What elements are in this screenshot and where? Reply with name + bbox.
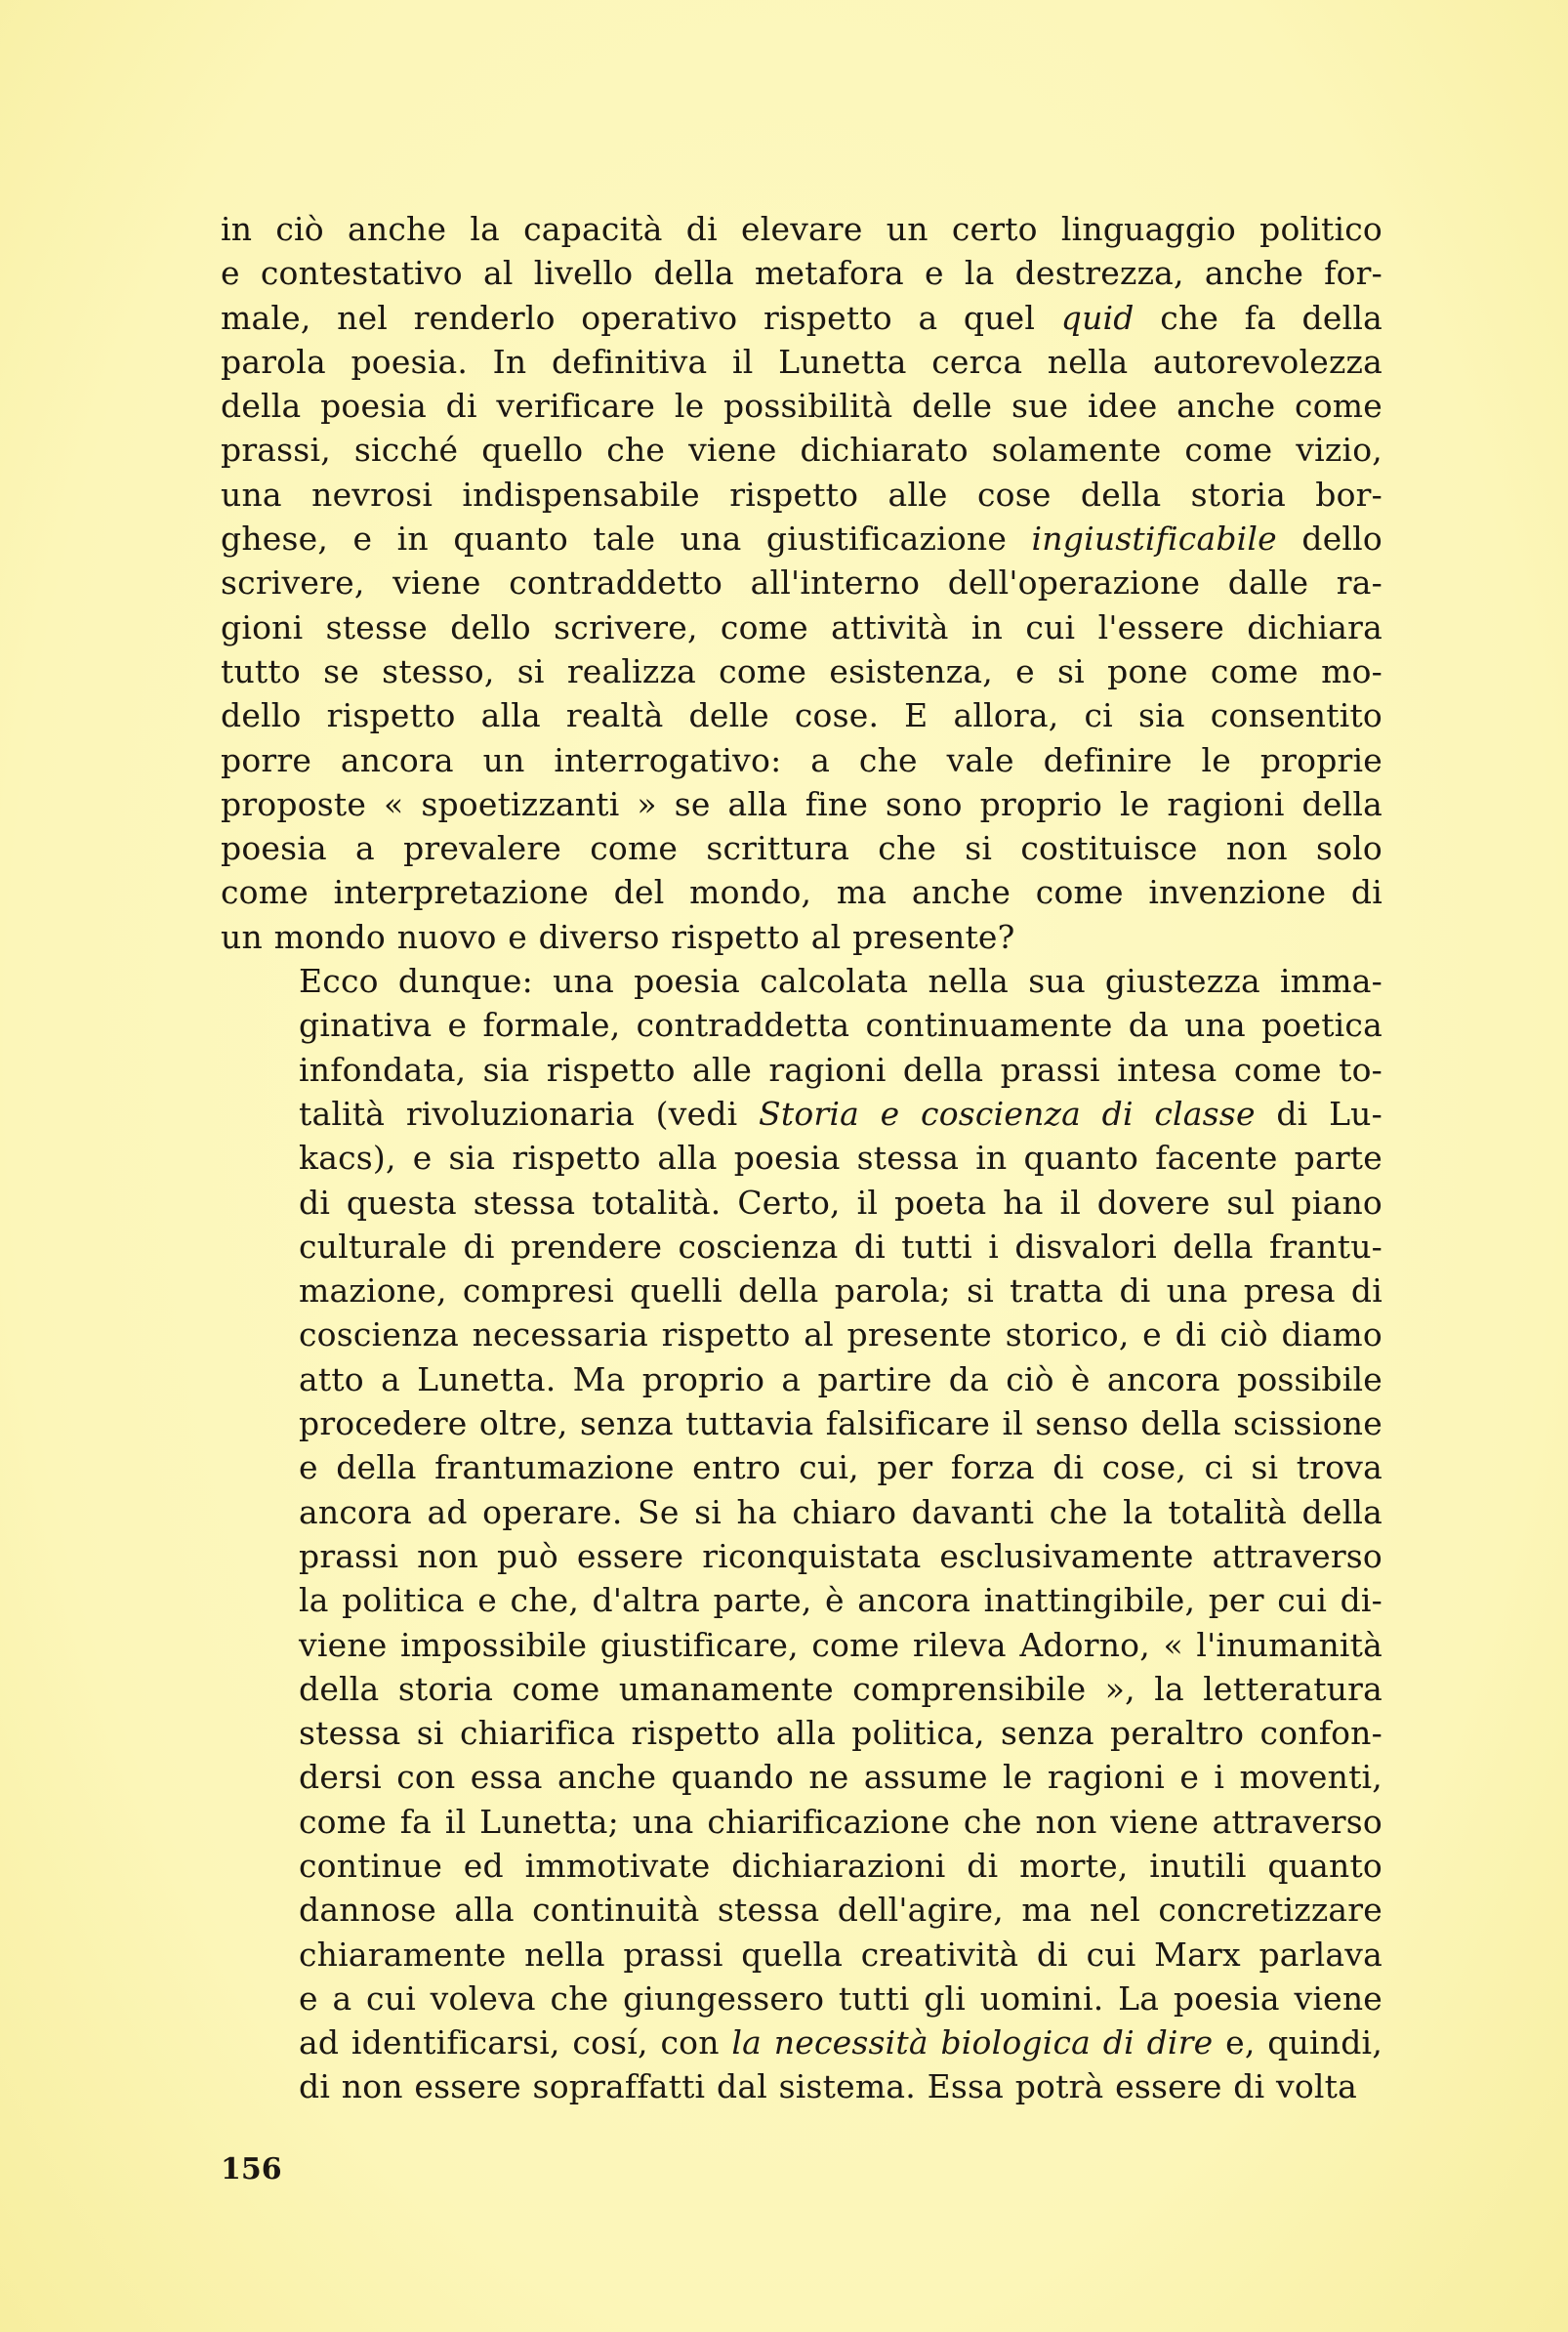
text-run: viene impossibile giustificare, come rileva Adorno, « l'inumanità bbox=[299, 1625, 1382, 1664]
text-run: un mondo nuovo e diverso rispetto al presente? bbox=[221, 917, 1015, 956]
text-run: che fa della bbox=[1134, 298, 1382, 337]
text-line bbox=[221, 1755, 1382, 1799]
text-run: atto a Lunetta. Ma proprio a partire da ciò è ancora possibile bbox=[299, 1359, 1382, 1398]
text-line bbox=[221, 1711, 1382, 1755]
text-run: culturale di prendere coscienza di tutti i disvalori della frantu- bbox=[299, 1227, 1382, 1266]
text-line bbox=[221, 207, 1382, 251]
text-line bbox=[221, 1977, 1382, 2020]
text-line bbox=[221, 1003, 1382, 1047]
text-run: in ciò anche la capacità di elevare un certo linguaggio politico bbox=[221, 210, 1382, 248]
text-run: dannose alla continuità stessa dell'agire, ma nel concretizzare bbox=[299, 1891, 1382, 1930]
text-line bbox=[221, 1357, 1382, 1401]
page-number: 156 bbox=[221, 2152, 282, 2186]
text-line bbox=[221, 1800, 1382, 1844]
text-line bbox=[221, 1445, 1382, 1489]
paragraph bbox=[221, 207, 1382, 959]
text-line bbox=[221, 473, 1382, 517]
text-run: una nevrosi indispensabile rispetto alle cose della storia bor- bbox=[221, 475, 1382, 514]
text-line bbox=[221, 1092, 1382, 1136]
text-run: stessa si chiarifica rispetto alla politica, senza peraltro confon- bbox=[299, 1714, 1382, 1753]
text-line bbox=[221, 959, 1382, 1003]
paragraph bbox=[221, 959, 1382, 2109]
text-line bbox=[221, 296, 1382, 340]
text-run: talità rivoluzionaria (vedi bbox=[299, 1094, 760, 1133]
text-line bbox=[221, 1269, 1382, 1312]
text-run: scrivere, viene contraddetto all'interno dell'operazione dalle ra- bbox=[221, 563, 1382, 603]
text-run: ancora ad operare. Se si ha chiaro davanti che la totalità della bbox=[299, 1492, 1382, 1531]
text-run: coscienza necessaria rispetto al presente storico, e di ciò diamo bbox=[299, 1315, 1382, 1354]
text-line bbox=[221, 1888, 1382, 1932]
text-run: porre ancora un interrogativo: a che vale definire le proprie bbox=[221, 740, 1382, 779]
text-run: proposte « spoetizzanti » se alla fine sono proprio le ragioni della bbox=[221, 784, 1382, 823]
text-run: dello bbox=[1276, 520, 1382, 559]
text-run: come interpretazione del mondo, ma anche come invenzione di bbox=[221, 873, 1382, 912]
text-line bbox=[221, 915, 1382, 959]
text-run: chiaramente nella prassi quella creatività di cui Marx parlava bbox=[299, 1935, 1382, 1974]
text-run: la politica e che, d'altra parte, è ancora inattingibile, per cui di- bbox=[299, 1581, 1382, 1620]
text-line bbox=[221, 517, 1382, 561]
text-run: e a cui voleva che giungessero tutti gli uomini. La poesia viene bbox=[299, 1978, 1382, 2018]
text-line bbox=[221, 605, 1382, 649]
text-run: e della frantumazione entro cui, per forza di cose, ci si trova bbox=[299, 1448, 1382, 1487]
italic-text: ingiustificabile bbox=[1031, 520, 1277, 559]
text-line bbox=[221, 384, 1382, 428]
italic-text: la necessità biologica di dire bbox=[731, 2023, 1214, 2062]
text-line bbox=[221, 1623, 1382, 1667]
text-run: parola poesia. In definitiva il Lunetta cerca nella autorevolezza bbox=[221, 342, 1382, 381]
text-line bbox=[221, 251, 1382, 295]
text-line bbox=[221, 428, 1382, 472]
text-line bbox=[221, 870, 1382, 914]
text-run: ginativa e formale, contraddetta continuamente da una poetica bbox=[299, 1006, 1382, 1045]
text-run: tutto se stesso, si realizza come esistenza, e si pone come mo- bbox=[221, 651, 1382, 690]
text-line bbox=[221, 340, 1382, 384]
text-line bbox=[221, 1933, 1382, 1977]
text-line bbox=[221, 1181, 1382, 1225]
text-run: dello rispetto alla realtà delle cose. E allora, ci sia consentito bbox=[221, 696, 1382, 735]
text-line bbox=[221, 1225, 1382, 1269]
text-run: ad identificarsi, cosí, con bbox=[299, 2023, 732, 2062]
text-run: e, quindi, bbox=[1213, 2023, 1383, 2062]
text-run: prassi, sicché quello che viene dichiarato solamente come vizio, bbox=[221, 431, 1382, 470]
text-line bbox=[221, 1844, 1382, 1888]
text-line bbox=[221, 1312, 1382, 1356]
text-line bbox=[221, 649, 1382, 693]
text-run: di non essere sopraffatti dal sistema. Essa potrà essere di volta bbox=[299, 2067, 1358, 2106]
text-run: gioni stesse dello scrivere, come attività in cui l'essere dichiara bbox=[221, 607, 1382, 646]
text-run: procedere oltre, senza tuttavia falsificare il senso della scissione bbox=[299, 1404, 1382, 1443]
text-run: della poesia di verificare le possibilità delle sue idee anche come bbox=[221, 387, 1382, 426]
text-line bbox=[221, 1578, 1382, 1622]
text-run: kacs), e sia rispetto alla poesia stessa in quanto facente parte bbox=[299, 1139, 1382, 1178]
text-run: male, nel renderlo operativo rispetto a quel bbox=[221, 298, 1061, 337]
text-line bbox=[221, 693, 1382, 737]
italic-text: Storia e coscienza di classe bbox=[759, 1094, 1256, 1133]
text-line bbox=[221, 1534, 1382, 1578]
text-run: ghese, e in quanto tale una giustificazione bbox=[221, 520, 1032, 559]
text-run: poesia a prevalere come scrittura che si costituisce non solo bbox=[221, 829, 1382, 868]
text-line bbox=[221, 2020, 1382, 2064]
text-run: mazione, compresi quelli della parola; si tratta di una presa di bbox=[299, 1271, 1382, 1311]
text-line bbox=[221, 1490, 1382, 1534]
text-run: prassi non può essere riconquistata esclusivamente attraverso bbox=[299, 1536, 1382, 1575]
text-line bbox=[221, 826, 1382, 870]
body-text bbox=[221, 207, 1382, 2109]
italic-text: quid bbox=[1060, 298, 1135, 337]
text-run: come fa il Lunetta; una chiarificazione che non viene attraverso bbox=[299, 1802, 1382, 1841]
text-line bbox=[221, 1667, 1382, 1711]
text-run: continue ed immotivate dichiarazioni di morte, inutili quanto bbox=[299, 1846, 1382, 1885]
text-run: di questa stessa totalità. Certo, il poeta ha il dovere sul piano bbox=[299, 1183, 1382, 1222]
text-run: della storia come umanamente comprensibile », la letteratura bbox=[299, 1669, 1382, 1708]
text-line bbox=[221, 738, 1382, 782]
text-line bbox=[221, 1401, 1382, 1445]
text-run: dersi con essa anche quando ne assume le ragioni e i moventi, bbox=[299, 1758, 1382, 1797]
text-run: e contestativo al livello della metafora e la destrezza, anche for- bbox=[221, 254, 1382, 293]
text-line bbox=[221, 1048, 1382, 1092]
text-line bbox=[221, 1136, 1382, 1180]
text-line bbox=[221, 561, 1382, 604]
text-line bbox=[221, 782, 1382, 826]
text-run: Ecco dunque: una poesia calcolata nella sua giustezza imma- bbox=[299, 962, 1382, 1001]
text-line bbox=[221, 2064, 1382, 2108]
text-run: infondata, sia rispetto alle ragioni della prassi intesa come to- bbox=[299, 1050, 1382, 1089]
text-run: di Lu- bbox=[1255, 1094, 1382, 1133]
